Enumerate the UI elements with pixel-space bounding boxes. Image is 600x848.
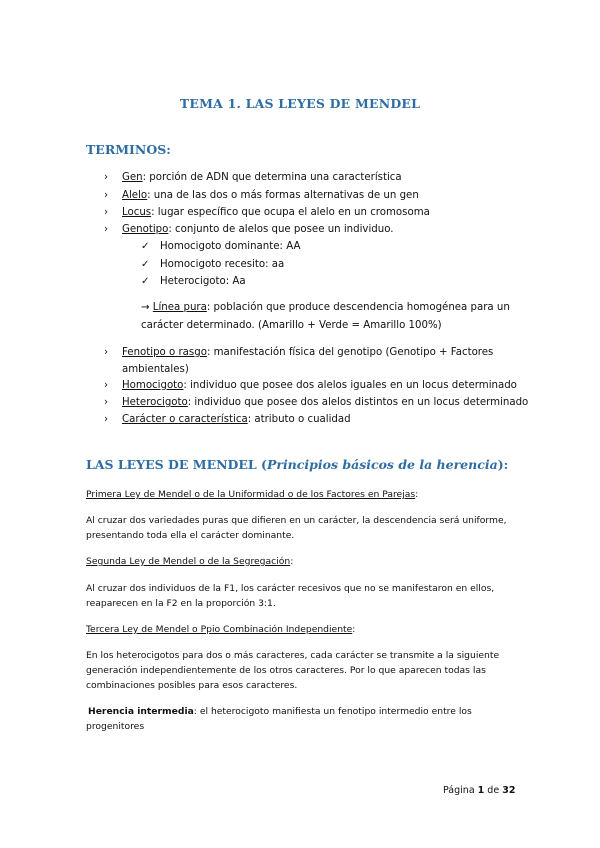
- definition: : población que produce descendencia homogénea para un: [206, 302, 510, 313]
- bullet-icon: ›: [104, 172, 109, 183]
- herencia-intermedia-line1: [88, 704, 472, 719]
- term: Heterocigoto: [122, 397, 188, 408]
- term: Homocigoto: [122, 380, 184, 391]
- bullet-icon: ›: [104, 224, 109, 235]
- law-title: Primera Ley de Mendel o de la Uniformidad o de los Factores en Parejas: [86, 489, 416, 500]
- definition: : manifestación física del genotipo (Genotipo + Factores: [206, 347, 494, 358]
- check-text: Heterocigoto: Aa: [160, 276, 246, 287]
- leyes-heading: [86, 457, 508, 472]
- checkmark-icon: ✓: [141, 259, 150, 270]
- bullet-icon: ›: [104, 190, 109, 201]
- definition-continued: ambientales): [122, 364, 189, 375]
- term: Herencia intermedia: [88, 706, 194, 717]
- segunda-ley-title: [86, 554, 293, 569]
- checkmark-icon: ✓: [141, 276, 150, 287]
- primera-ley-line2: presentando toda ella el carácter dominante.: [86, 530, 295, 541]
- terminos-heading: TERMINOS:: [86, 142, 171, 157]
- linea-pura-line2: carácter determinado. (Amarillo + Verde = Amarillo 100%): [141, 320, 442, 331]
- definition: : lugar específico que ocupa el alelo en un cromosoma: [151, 207, 430, 218]
- primera-ley-title: [86, 487, 418, 502]
- document-title: TEMA 1. LAS LEYES DE MENDEL: [179, 96, 421, 111]
- page-number: [443, 785, 515, 796]
- check-text: Homocigoto recesito: aa: [160, 259, 285, 270]
- page-mid: de: [484, 785, 503, 796]
- term: Línea pura: [152, 302, 207, 313]
- heading-prefix: LAS LEYES DE MENDEL (: [86, 457, 267, 472]
- segunda-ley-line2: reaparecen en la F2 en la proporción 3:1.: [86, 598, 276, 609]
- heading-italic: Principios básicos de la herencia: [266, 457, 498, 472]
- definition: : individuo que posee dos alelos iguales en un locus determinado: [183, 380, 517, 391]
- colon: :: [290, 556, 294, 567]
- law-title: Tercera Ley de Mendel o Ppio Combinación Independiente: [86, 624, 353, 635]
- primera-ley-line1: Al cruzar dos variedades puras que difieren en un carácter, la descendencia será uniforme,: [86, 515, 507, 526]
- tercera-ley-line1: En los heterocigotos para dos o más caracteres, cada carácter se transmite a la siguiente: [86, 650, 500, 661]
- bullet-icon: ›: [104, 414, 109, 425]
- term: Genotipo: [122, 224, 169, 235]
- definition: : porción de ADN que determina una característica: [142, 172, 402, 183]
- definition: : conjunto de alelos que posee un individuo.: [168, 224, 394, 235]
- checkmark-icon: ✓: [141, 241, 150, 252]
- linea-pura-line1: [141, 299, 510, 316]
- law-title: Segunda Ley de Mendel o de la Segregación: [86, 556, 291, 567]
- definition: : el heterocigoto manifiesta un fenotipo intermedio entre los: [193, 706, 472, 717]
- bullet-icon: ›: [104, 347, 109, 358]
- herencia-intermedia-line2: progenitores: [86, 721, 145, 732]
- term: Carácter o característica: [122, 414, 248, 425]
- arrow-right-icon: →: [141, 302, 150, 313]
- definition: : individuo que posee dos alelos distintos en un locus determinado: [187, 397, 529, 408]
- term: Locus: [122, 207, 152, 218]
- definition: : atributo o cualidad: [247, 414, 351, 425]
- heading-suffix: ):: [497, 457, 509, 472]
- segunda-ley-line1: Al cruzar dos individuos de la F1, los carácter recesivos que no se manifestaron en ellos,: [86, 583, 495, 594]
- total-pages: 32: [502, 785, 516, 796]
- term: Fenotipo o rasgo: [122, 347, 207, 358]
- term: Gen: [122, 172, 143, 183]
- bullet-icon: ›: [104, 207, 109, 218]
- term: Alelo: [122, 190, 148, 201]
- colon: :: [352, 624, 356, 635]
- tercera-ley-line3: combinaciones posibles para esos caracteres.: [86, 680, 298, 691]
- tercera-ley-title: [86, 622, 355, 637]
- bullet-icon: ›: [104, 380, 109, 391]
- current-page: 1: [477, 785, 485, 796]
- colon: :: [415, 489, 419, 500]
- definition: : una de las dos o más formas alternativas de un gen: [147, 190, 419, 201]
- bullet-icon: ›: [104, 397, 109, 408]
- tercera-ley-line2: generación independientemente de los otros caracteres. Por lo que aparecen todas las: [86, 665, 486, 676]
- page-prefix: Página: [443, 785, 478, 796]
- check-text: Homocigoto dominante: AA: [160, 241, 301, 252]
